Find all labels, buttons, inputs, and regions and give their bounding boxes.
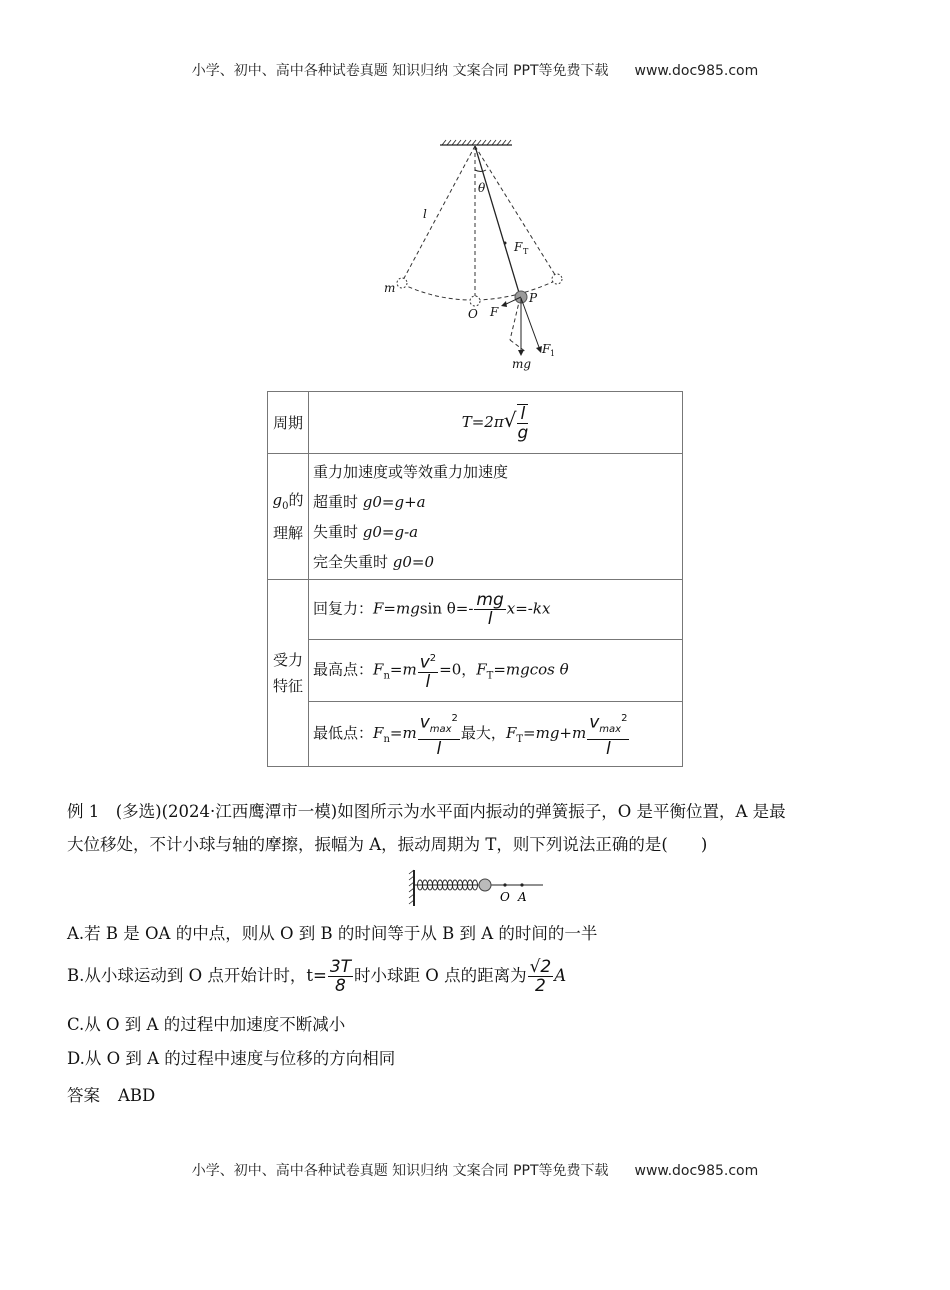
row-g0 — [268, 454, 683, 580]
cell-force-label: 受力 特征 — [268, 580, 309, 767]
pendulum-figure — [380, 135, 580, 375]
row-lowest — [268, 702, 683, 767]
cell-period-formula: T=2π√ $\frac{l}{g}$ — [309, 392, 683, 454]
page-footer — [0, 1160, 950, 1180]
answer: 答案 ABD — [67, 1086, 156, 1105]
label-F1: F — [542, 342, 551, 356]
label-F: F — [490, 305, 499, 319]
cell-period-label: 周期 — [268, 392, 309, 454]
label-theta: θ — [478, 181, 486, 195]
page-header — [0, 60, 950, 80]
option-b: B.从小球运动到 O 点开始计时，t= $\frac{3T}{8}$ 时小球距 O 点的距离为 $\frac{√2}{2}$ A — [67, 957, 567, 996]
cell-lowest: 最低点：$F_n=m$ $\frac{v_{max}^2}{l}$ 最大，$F_T=mg+m$ $\frac{v_{max}^2}{l}$ — [309, 702, 683, 767]
spring-oscillator-figure — [405, 866, 550, 908]
label-O-spring: O — [500, 890, 510, 904]
footer-text: 小学、初中、高中各种试卷真题 知识归纳 文案合同 PPT等免费下载 — [191, 1163, 609, 1179]
pendulum-properties-table — [267, 391, 683, 767]
label-F1-sub: 1 — [550, 349, 556, 358]
label-P: P — [529, 291, 538, 305]
cell-g0-content: 重力加速度或等效重力加速度 超重时 g0=g+a 失重时 g0=g-a 完全失重时 g0=0 — [309, 454, 683, 580]
row-period — [268, 392, 683, 454]
label-l: l — [423, 207, 427, 221]
header-text: 小学、初中、高中各种试卷真题 知识归纳 文案合同 PPT等免费下载 — [191, 63, 609, 79]
label-FT: F — [514, 240, 523, 254]
row-highest — [268, 640, 683, 702]
cell-highest: 最高点：$F_n=m$ $\frac{v^2}{l}$ =0，$F_T=mgcos$ θ — [309, 640, 683, 702]
label-O: O — [468, 307, 478, 321]
label-m: m — [384, 281, 396, 295]
question-line-2: 大位移处，不计小球与轴的摩擦，振幅为 A，振动周期为 T，则下列说法正确的是( ) — [67, 835, 708, 854]
label-FT-sub: T — [523, 247, 529, 256]
cell-restoring: 回复力：F=mgsin θ=- $\frac{mg}{l}$ x=-kx — [309, 580, 683, 640]
row-restoring — [268, 580, 683, 640]
option-a: A.若 B 是 OA 的中点，则从 O 到 B 的时间等于从 B 到 A 的时间的一半 — [67, 924, 598, 943]
cell-g0-label: $g_0$的 理解 — [268, 454, 309, 580]
option-d: D.从 O 到 A 的过程中速度与位移的方向相同 — [67, 1049, 396, 1068]
option-c: C.从 O 到 A 的过程中加速度不断减小 — [67, 1015, 346, 1034]
question-line-1: 例 1 (多选)(2024·江西鹰潭市一模)如图所示为水平面内振动的弹簧振子，O 是平衡位置，A 是最 — [67, 802, 786, 821]
label-mg: mg — [512, 357, 532, 371]
label-A-spring: A — [518, 890, 527, 904]
header-url[interactable]: www.doc985.com — [634, 63, 759, 79]
footer-url[interactable]: www.doc985.com — [634, 1163, 759, 1179]
